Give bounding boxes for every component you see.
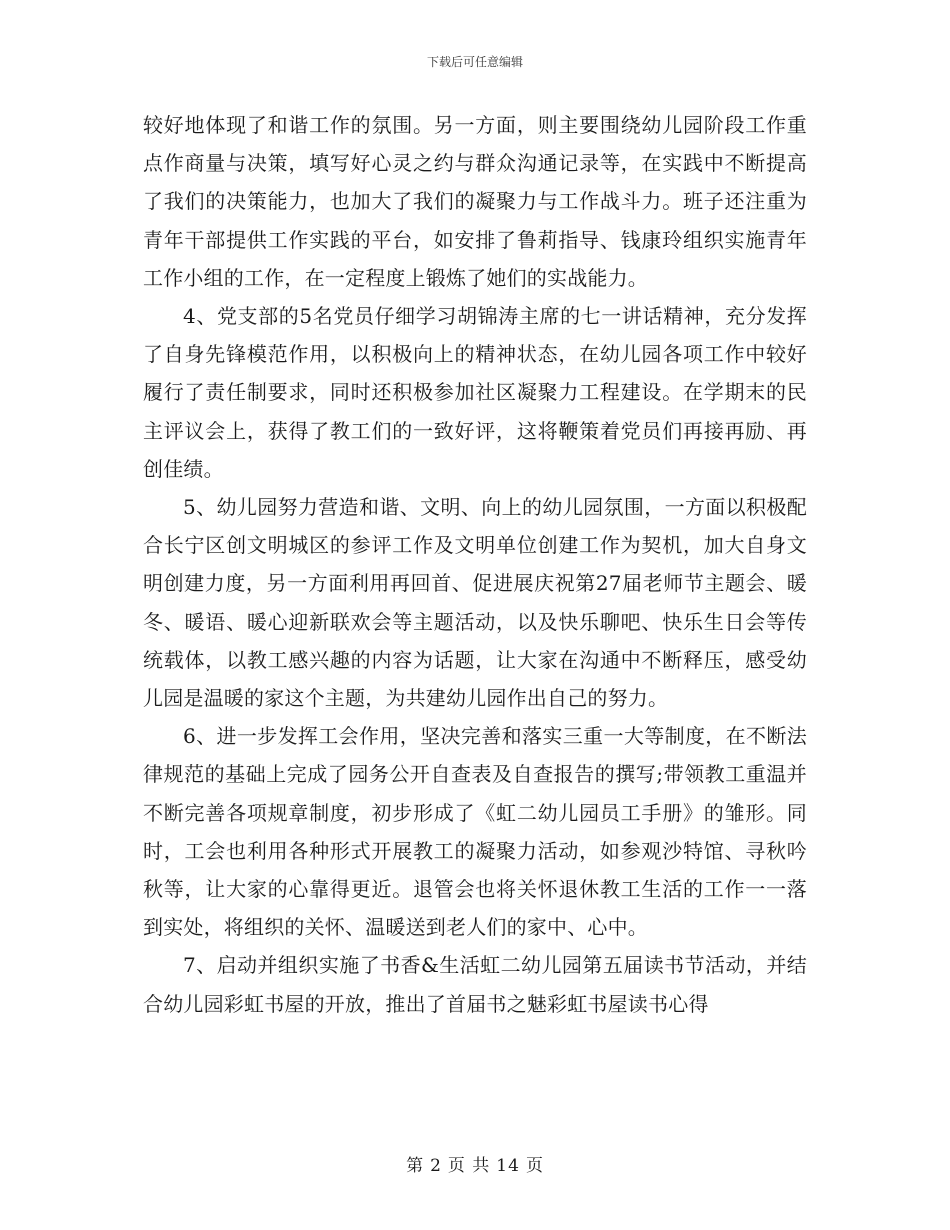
paragraph-continuation: 较好地体现了和谐工作的氛围。另一方面，则主要围绕幼儿园阶段工作重点作商量与决策，填写好心灵之约与群众沟通记录等，在实践中不断提高了我们的决策能力，也加大了我们的凝聚力与工作战斗力。班子还注重为青年干部提供工作实践的平台，如安排了鲁莉指导、钱康玲组织实施青年工作小组的工作，在一定程度上锻炼了她们的实战能力。 — [143, 113, 807, 290]
document-body — [143, 106, 807, 1023]
footer-prefix: 第 — [406, 1156, 425, 1176]
footer-middle: 页 共 — [447, 1156, 491, 1176]
footer-total-pages: 14 — [496, 1156, 520, 1176]
paragraph-item-6: 6、进一步发挥工会作用，坚决完善和落实三重一大等制度，在不断法律规范的基础上完成了园务公开自查表及自查报告的撰写;带领教工重温并不断完善各项规章制度，初步形成了《虹二幼儿园员工手册》的雏形。同时，工会也利用各种形式开展教工的凝聚力活动，如参观沙特馆、寻秋吟秋等，让大家的心靠得更近。退管会也将关怀退休教工生活的工作一一落到实处，将组织的关怀、温暖送到老人们的家中、心中。 — [143, 724, 807, 940]
paragraph-item-4: 4、党支部的5名党员仔细学习胡锦涛主席的七一讲话精神，充分发挥了自身先锋模范作用，以积极向上的精神状态，在幼儿园各项工作中较好履行了责任制要求，同时还积极参加社区凝聚力工程建设。在学期末的民主评议会上，获得了教工们的一致好评，这将鞭策着党员们再接再励、再创佳绩。 — [143, 304, 807, 481]
paragraph-item-7: 7、启动并组织实施了书香&生活虹二幼儿园第五届读书节活动，并结合幼儿园彩虹书屋的开放，推出了首届书之魅彩虹书屋读书心得 — [143, 953, 807, 1016]
footer-page-number: 2 — [430, 1156, 442, 1176]
footer-suffix: 页 — [525, 1156, 544, 1176]
page-footer — [0, 1155, 950, 1177]
page-header: 下载后可任意编辑 — [426, 55, 523, 69]
paragraph-item-5: 5、幼儿园努力营造和谐、文明、向上的幼儿园氛围，一方面以积极配合长宁区创文明城区的参评工作及文明单位创建工作为契机，加大自身文明创建力度，另一方面利用再回首、促进展庆祝第27届老师节主题会、暖冬、暖语、暖心迎新联欢会等主题活动，以及快乐聊吧、快乐生日会等传统载体，以教工感兴趣的内容为话题，让大家在沟通中不断释压，感受幼儿园是温暖的家这个主题，为共建幼儿园作出自己的努力。 — [143, 495, 807, 711]
